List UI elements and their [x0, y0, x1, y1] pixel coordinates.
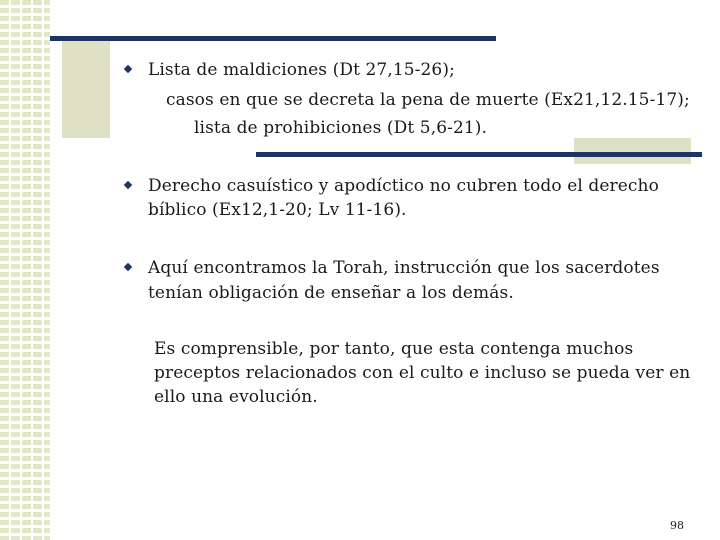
bullet-2-line-1: Derecho casuístico y apodíctico no cubren todo el derecho	[148, 176, 659, 196]
bullet-1-line-2: casos en que se decreta la pena de muerte (Ex21,12.15-17);	[166, 90, 690, 110]
page-number: 98	[670, 519, 684, 532]
paragraph-line-3: ello una evolución.	[154, 387, 318, 407]
bullet-diamond-icon	[124, 181, 132, 189]
paragraph-line-2: preceptos relacionados con el culto e incluso se pueda ver en	[154, 363, 691, 383]
bullet-1-line-1: Lista de maldiciones (Dt 27,15-26);	[148, 60, 455, 80]
bullet-1-line-3: lista de prohibiciones (Dt 5,6-21).	[194, 118, 488, 138]
decorative-stripe-band	[0, 0, 50, 540]
bullet-diamond-icon	[124, 263, 132, 271]
bullet-diamond-icon	[124, 65, 132, 73]
bullet-2-line-2: bíblico (Ex12,1-20; Lv 11-16).	[148, 200, 407, 220]
top-accent-block	[62, 40, 110, 138]
top-rule	[50, 36, 496, 41]
paragraph-line-1: Es comprensible, por tanto, que esta contenga muchos	[154, 339, 634, 359]
bullet-3-line-2: tenían obligación de enseñar a los demás.	[148, 283, 514, 303]
right-accent-block	[574, 138, 691, 164]
middle-rule	[256, 152, 702, 157]
bullet-3-line-1: Aquí encontramos la Torah, instrucción que los sacerdotes	[148, 258, 660, 278]
